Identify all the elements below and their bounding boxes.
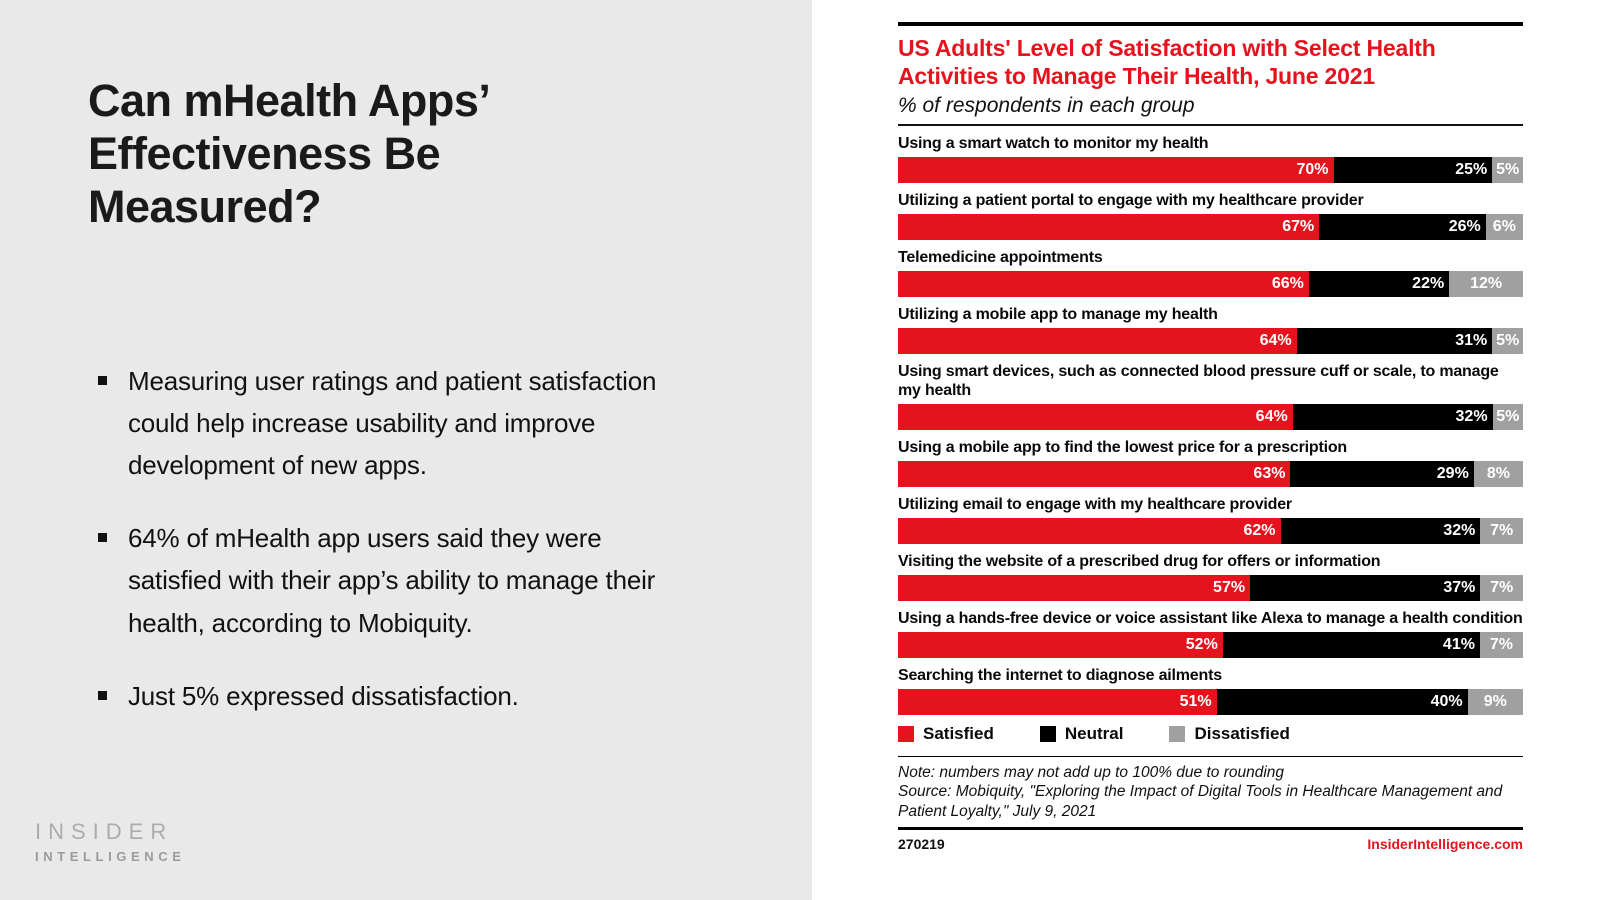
stacked-bar	[898, 214, 1523, 240]
bar-value: 70%	[1296, 161, 1329, 179]
bar-segment-neutral	[1250, 575, 1480, 601]
bar-value: 8%	[1486, 465, 1510, 483]
bar-value: 6%	[1492, 218, 1516, 236]
bar-segment-satisfied	[898, 632, 1223, 658]
bullet-text: 64% of mHealth app users said they were satisfied with their app’s ability to manage their health, according to Mobiquity.	[128, 523, 656, 638]
bullet-square-icon	[98, 376, 107, 385]
bar-category-label: Utilizing a mobile app to manage my health	[898, 306, 1218, 324]
bar-value: 32%	[1443, 522, 1476, 540]
bar-category-label: Utilizing a patient portal to engage with my healthcare provider	[898, 192, 1364, 210]
legend-label: Neutral	[1064, 724, 1124, 744]
slide-title: Can mHealth Apps’ Effectiveness Be Measured?	[88, 75, 488, 233]
bullet-text: Measuring user ratings and patient satisfaction could help increase usability and improve development of new apps.	[128, 366, 657, 481]
bar-value: 26%	[1448, 218, 1481, 236]
chart-row	[898, 248, 1523, 297]
bar-segment-neutral	[1334, 157, 1493, 183]
legend-label: Dissatisfied	[1194, 724, 1290, 744]
chart-note: Note: numbers may not add up to 100% due to rounding	[898, 764, 1285, 782]
logo-word-intelligence: INTELLIGENCE	[35, 849, 186, 864]
bar-value: 12%	[1470, 275, 1503, 293]
stacked-bar	[898, 689, 1523, 715]
bar-segment-dissatisfied	[1468, 689, 1523, 715]
bullet-square-icon	[98, 691, 107, 700]
bar-segment-dissatisfied	[1480, 575, 1523, 601]
chart-row	[898, 438, 1523, 487]
chart-row	[898, 305, 1523, 354]
bar-segment-neutral	[1223, 632, 1480, 658]
chart-panel	[812, 0, 1600, 900]
stacked-bar	[898, 575, 1523, 601]
chart-row	[898, 552, 1523, 601]
bar-segment-neutral	[1293, 404, 1493, 430]
bar-value: 5%	[1496, 332, 1520, 350]
bar-value: 5%	[1496, 161, 1520, 179]
legend-swatch-icon	[898, 726, 914, 742]
bar-value: 7%	[1490, 522, 1514, 540]
chart-row	[898, 362, 1523, 430]
bar-segment-neutral	[1309, 271, 1449, 297]
note-rule	[898, 756, 1523, 757]
stacked-bar	[898, 271, 1523, 297]
bar-value: 40%	[1430, 693, 1463, 711]
bar-category-label: Telemedicine appointments	[898, 249, 1103, 267]
stacked-bar	[898, 328, 1523, 354]
bullet-item	[98, 517, 698, 643]
chart-row	[898, 666, 1523, 715]
bar-value: 5%	[1496, 408, 1520, 426]
bar-segment-satisfied	[898, 404, 1293, 430]
bar-segment-satisfied	[898, 518, 1281, 544]
bar-segment-satisfied	[898, 271, 1309, 297]
bar-value: 51%	[1179, 693, 1212, 711]
stacked-bar	[898, 461, 1523, 487]
chart-container	[898, 22, 1523, 852]
bar-segment-dissatisfied	[1493, 404, 1523, 430]
bar-category-label: Searching the internet to diagnose ailments	[898, 667, 1222, 685]
legend-item-neutral	[1040, 724, 1124, 744]
bar-value: 29%	[1436, 465, 1469, 483]
bar-value: 7%	[1490, 579, 1514, 597]
bar-value: 41%	[1442, 636, 1475, 654]
bar-value: 64%	[1259, 332, 1292, 350]
legend-swatch-icon	[1040, 726, 1056, 742]
chart-source: Source: Mobiquity, "Exploring the Impact of Digital Tools in Healthcare Management and Patient Loyalty," July 9, 2021	[898, 783, 1503, 820]
bar-segment-dissatisfied	[1486, 214, 1523, 240]
chart-footer	[898, 836, 1523, 852]
chart-row	[898, 609, 1523, 658]
legend-item-dissatisfied	[1169, 724, 1289, 744]
chart-bottom-rule	[898, 827, 1523, 830]
bar-segment-satisfied	[898, 689, 1217, 715]
chart-row	[898, 191, 1523, 240]
bullet-item	[98, 675, 698, 717]
bar-category-label: Using a hands-free device or voice assistant like Alexa to manage a health condition	[898, 610, 1523, 628]
legend-label: Satisfied	[923, 724, 994, 744]
chart-subtitle: % of respondents in each group	[898, 94, 1195, 118]
bar-value: 52%	[1185, 636, 1218, 654]
bar-value: 67%	[1282, 218, 1315, 236]
bar-segment-satisfied	[898, 214, 1319, 240]
bar-value: 57%	[1213, 579, 1246, 597]
chart-title: US Adults' Level of Satisfaction with Select Health Activities to Manage Their Health, June 2021	[898, 35, 1436, 90]
bar-value: 9%	[1483, 693, 1507, 711]
bar-value: 25%	[1455, 161, 1488, 179]
insider-intelligence-link[interactable]: InsiderIntelligence.com	[1367, 835, 1523, 852]
bar-category-label: Using a mobile app to find the lowest price for a prescription	[898, 439, 1347, 457]
bar-value: 7%	[1489, 636, 1514, 654]
bar-value: 22%	[1412, 275, 1445, 293]
stacked-bar	[898, 632, 1523, 658]
bar-value: 62%	[1243, 522, 1276, 540]
bullet-text: Just 5% expressed dissatisfaction.	[128, 680, 519, 711]
bar-value: 31%	[1455, 332, 1488, 350]
chart-row	[898, 495, 1523, 544]
bullet-item	[98, 360, 698, 486]
bar-value: 63%	[1253, 465, 1286, 483]
bar-segment-dissatisfied	[1492, 157, 1523, 183]
chart-top-rule	[898, 22, 1523, 26]
bar-category-label: Using a smart watch to monitor my health	[898, 135, 1209, 153]
bullet-square-icon	[98, 533, 107, 542]
bar-segment-dissatisfied	[1449, 271, 1523, 297]
bar-category-label: Using smart devices, such as connected blood pressure cuff or scale, to manage my health	[898, 363, 1499, 400]
bar-segment-dissatisfied	[1474, 461, 1523, 487]
bar-segment-neutral	[1217, 689, 1468, 715]
bullet-list	[98, 360, 698, 748]
stacked-bar	[898, 518, 1523, 544]
bar-value: 64%	[1255, 408, 1288, 426]
stacked-bar	[898, 404, 1523, 430]
chart-legend	[898, 724, 1523, 744]
bar-category-label: Utilizing email to engage with my healthcare provider	[898, 496, 1292, 514]
legend-item-satisfied	[898, 724, 994, 744]
bar-category-label: Visiting the website of a prescribed drug for offers or information	[898, 553, 1381, 571]
bar-segment-satisfied	[898, 461, 1290, 487]
legend-swatch-icon	[1169, 726, 1185, 742]
bar-segment-neutral	[1297, 328, 1493, 354]
bar-segment-satisfied	[898, 575, 1250, 601]
bar-value: 32%	[1455, 408, 1488, 426]
chart-row	[898, 134, 1523, 183]
insider-intelligence-logo	[35, 819, 186, 864]
chart-id-number: 270219	[898, 835, 945, 852]
bar-segment-dissatisfied	[1492, 328, 1523, 354]
bar-segment-neutral	[1290, 461, 1473, 487]
stacked-bar	[898, 157, 1523, 183]
bar-segment-satisfied	[898, 328, 1297, 354]
bar-value: 37%	[1443, 579, 1476, 597]
bar-value: 66%	[1271, 275, 1304, 293]
bar-segment-neutral	[1281, 518, 1481, 544]
logo-word-insider: INSIDER	[35, 819, 174, 844]
chart-rows	[898, 134, 1523, 715]
bar-segment-dissatisfied	[1480, 518, 1523, 544]
bar-segment-dissatisfied	[1480, 632, 1523, 658]
chart-header-rule	[898, 124, 1523, 126]
bar-segment-satisfied	[898, 157, 1334, 183]
bar-segment-neutral	[1319, 214, 1486, 240]
